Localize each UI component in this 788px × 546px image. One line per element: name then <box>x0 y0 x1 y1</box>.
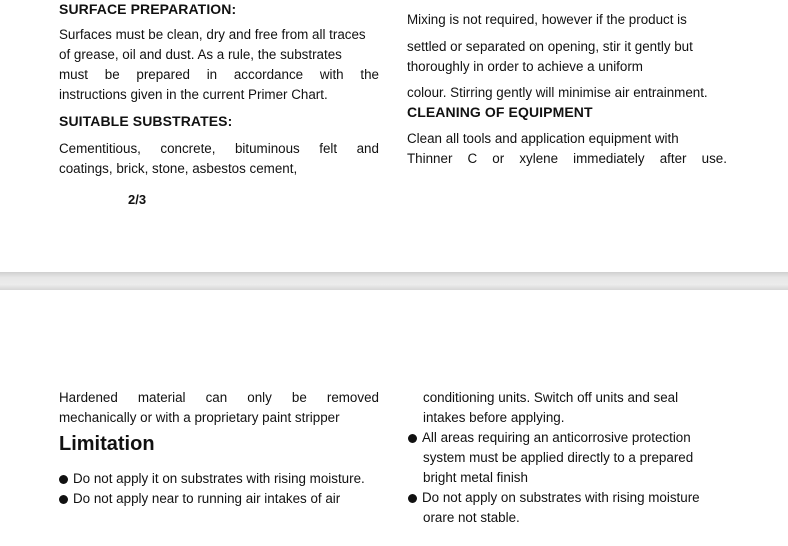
text-line: conditioning units. Switch off units and seal <box>423 390 679 405</box>
text-line: Mixing is not required, however if the product is <box>407 12 687 27</box>
text-line: system must be applied directly to a prepared <box>423 450 694 465</box>
suitable-substrates-heading: SUITABLE SUBSTRATES: <box>59 113 233 129</box>
text-line-justified: Hardened material can only be removed <box>59 390 379 405</box>
text-line: intakes before applying. <box>423 410 565 425</box>
surface-preparation-heading: SURFACE PREPARATION: <box>59 1 237 17</box>
cleaning-equipment-text <box>407 129 727 169</box>
continuation-text <box>423 388 727 428</box>
limitation-bullet-3-cont <box>423 448 727 488</box>
mixing-text <box>407 10 727 30</box>
text-line-justified: Thinner C or xylene immediately after use. <box>407 151 727 166</box>
surface-preparation-text <box>59 25 379 105</box>
limitation-bullet-4-cont <box>423 508 727 528</box>
bullet-text: Do not apply on substrates with rising moisture <box>422 490 700 505</box>
limitation-bullet-1 <box>59 469 365 489</box>
limitation-heading: Limitation <box>59 433 155 455</box>
text-line: mechanically or with a proprietary paint stripper <box>59 410 340 425</box>
suitable-substrates-text <box>59 139 379 179</box>
text-line: coatings, brick, stone, asbestos cement, <box>59 161 298 176</box>
bullet-icon <box>59 475 68 484</box>
limitation-bullet-3 <box>408 428 691 448</box>
text-line-justified: must be prepared in accordance with the <box>59 67 379 82</box>
mixing-text-end <box>407 83 727 103</box>
bullet-icon <box>408 434 417 443</box>
text-line: thoroughly in order to achieve a uniform <box>407 59 643 74</box>
limitation-bullet-4 <box>408 488 700 508</box>
text-line: instructions given in the current Primer Chart. <box>59 87 328 102</box>
bullet-text: Do not apply near to running air intakes of air <box>73 491 341 506</box>
text-line: Surfaces must be clean, dry and free from all traces <box>59 27 366 42</box>
text-line: Clean all tools and application equipment with <box>407 131 679 146</box>
bullet-text: Do not apply it on substrates with rising moisture. <box>73 471 365 486</box>
bullet-icon <box>59 495 68 504</box>
text-line: of grease, oil and dust. As a rule, the substrates <box>59 47 342 62</box>
text-line: settled or separated on opening, stir it gently but <box>407 39 693 54</box>
text-line-justified: Cementitious, concrete, bituminous felt and <box>59 141 379 156</box>
page-number: 2/3 <box>128 192 147 207</box>
cleaning-equipment-heading: CLEANING OF EQUIPMENT <box>407 104 593 120</box>
limitation-bullet-2 <box>59 489 340 509</box>
mixing-text-cont <box>407 37 727 77</box>
text-line: bright metal finish <box>423 470 528 485</box>
page-separator <box>0 272 788 290</box>
bullet-text: All areas requiring an anticorrosive protection <box>422 430 691 445</box>
text-line: orare not stable. <box>423 510 520 525</box>
text-line: colour. Stirring gently will minimise air entrainment. <box>407 85 708 100</box>
bullet-icon <box>408 494 417 503</box>
page-2-bottom-section <box>0 0 788 272</box>
hardened-material-text <box>59 388 379 428</box>
